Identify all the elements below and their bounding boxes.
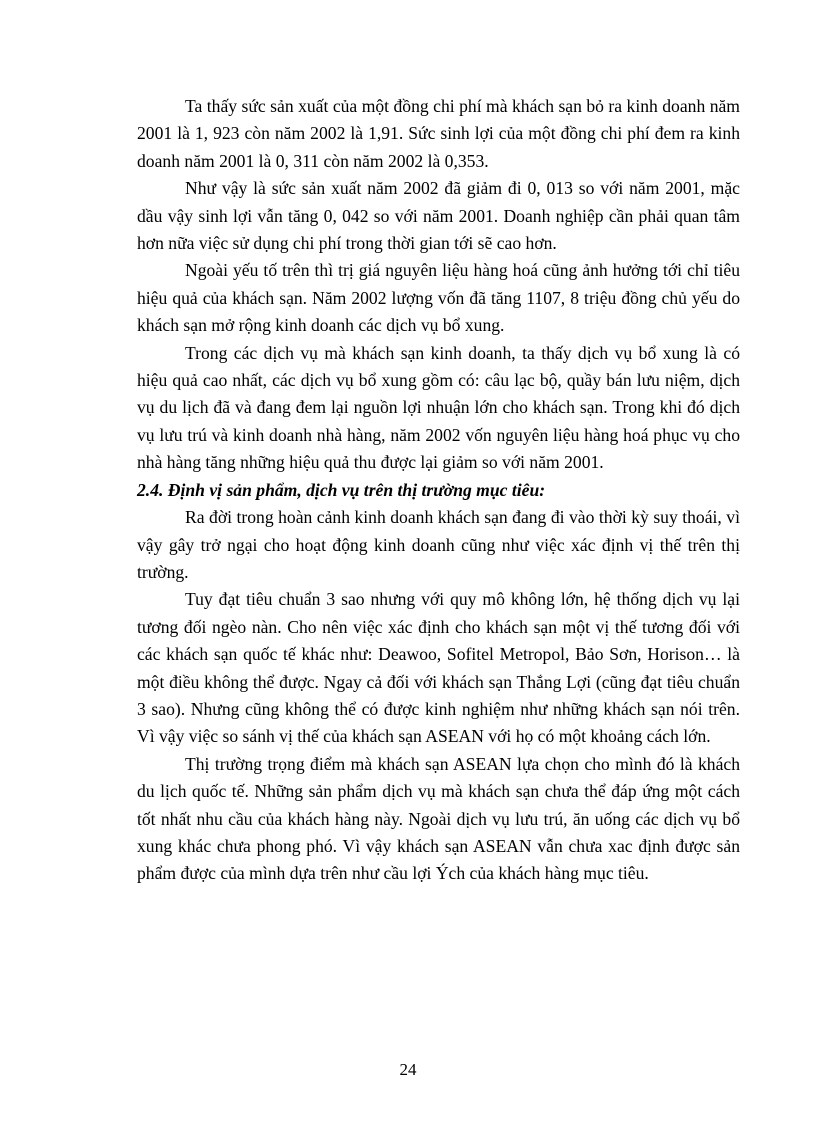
paragraph-supplementary-services: Trong các dịch vụ mà khách sạn kinh doanh, ta thấy dịch vụ bổ xung là có hiệu quả cao nhất, các dịch vụ bổ xung gồm có: câu lạc bộ, quầy bán lưu niệm, dịch vụ du lịch đã và đang đem lại nguồn lợi nhuận lớn cho khách sạn. Trong khi đó dịch vụ lưu trú và kinh doanh nhà hàng, năm 2002 vốn nguyên liệu hàng hoá phục vụ cho nhà hàng tăng những hiệu quả thu được lại giảm so với năm 2001. <box>137 342 740 473</box>
paragraph-material-value: Ngoài yếu tố trên thì trị giá nguyên liệu hàng hoá cũng ảnh hưởng tới chỉ tiêu hiệu quả của khách sạn. Năm 2002 lượng vốn đã tăng 1107, 8 triệu đồng chủ yếu do khách sạn mở rộng kinh doanh các dịch vụ bổ xung. <box>137 260 740 336</box>
paragraph-target-market: Thị trường trọng điểm mà khách sạn ASEAN lựa chọn cho mình đó là khách du lịch quốc tế. Những sản phẩm dịch vụ mà khách sạn chưa thể đáp ứng một cách tốt nhất nhu cầu của khách hàng này. Ngoài dịch vụ lưu trú, ăn uống các dịch vụ bổ xung khác chưa phong phó. Vì vậy khách sạn ASEAN vẫn chưa xac định được sản phẩm được của mình dựa trên như cầu lợi Ých của khách hàng mục tiêu. <box>137 753 740 884</box>
paragraph-production-efficiency: Ta thấy sức sản xuất của một đồng chi phí mà khách sạn bỏ ra kinh doanh năm 2001 là 1, 923 còn năm 2002 là 1,91. Sức sinh lợi của một đồng chi phí đem ra kinh doanh năm 2001 là 0, 311 còn năm 2002 là 0,353. <box>137 96 740 171</box>
paragraph-positioning: Tuy đạt tiêu chuẩn 3 sao nhưng với quy mô không lớn, hệ thống dịch vụ lại tương đối ngèo nàn. Cho nên việc xác định cho khách sạn một vị thế tương đối với các khách sạn quốc tế khác như: Deawoo, Sofitel Metropol, Bảo Sơn, Horison… là một điều không thể được. Ngay cả đối với khách sạn Thắng Lợi (cũng đạt tiêu chuẩn 3 sao). Nhưng cũng không thể có được kinh nghiệm như những khách sạn nói trên. Vì vậy việc so sánh vị thế của khách sạn ASEAN với họ có một khoảng cách lớn. <box>137 589 740 747</box>
section-heading: 2.4. Định vị sản phẩm, dịch vụ trên thị trường mục tiêu: <box>137 479 546 500</box>
page-number: 24 <box>399 1060 417 1079</box>
document-page <box>137 93 740 888</box>
paragraph-founding-context: Ra đời trong hoàn cảnh kinh doanh khách sạn đang đi vào thời kỳ suy thoái, vì vậy gây trở ngại cho hoạt động kinh doanh cũng như việc xác định vị thế trên thị trường. <box>137 507 740 582</box>
paragraph-production-decrease: Như vậy là sức sản xuất năm 2002 đã giảm đi 0, 013 so với năm 2001, mặc dầu vậy sinh lợi vẫn tăng 0, 042 so với năm 2001. Doanh nghiệp cần phải quan tâm hơn nữa việc sử dụng chi phí trong thời gian tới sẽ cao hơn. <box>137 178 740 254</box>
